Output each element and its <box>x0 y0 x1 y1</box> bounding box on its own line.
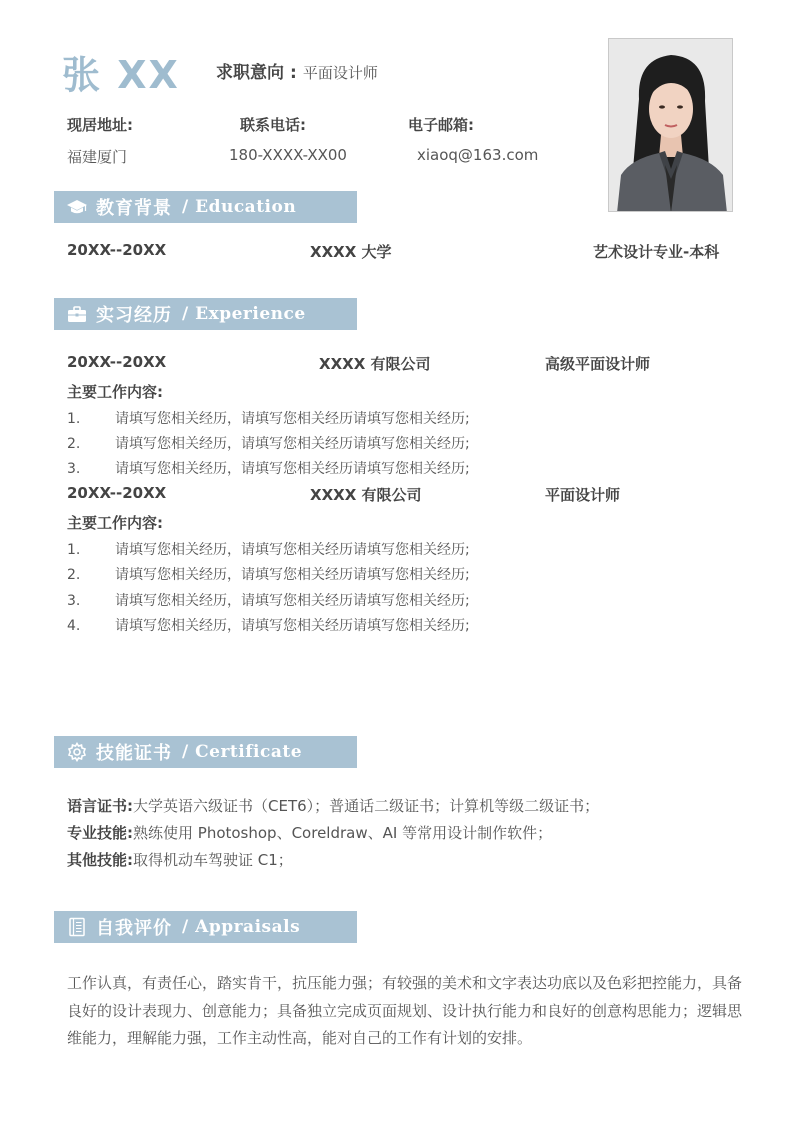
education-major: 艺术设计专业-本科 <box>593 243 720 261</box>
candidate-name: 张 XX <box>62 53 180 97</box>
certificate-title: 技能证书 <box>96 743 172 764</box>
skill-item-professional: 专业技能:熟练使用 Photoshop、Coreldraw、AI 等常用设计制作软件； <box>67 824 553 842</box>
job-duties-label: 主要工作内容: <box>67 383 163 401</box>
appraisal-title-en: / Appraisals <box>182 917 301 937</box>
self-appraisal-text: 工作认真，有责任心，踏实肯干，抗压能力强；有较强的美术和文字表达功底以及色彩把控能力，具备良好的设计表现力、创意能力；具备独立完成页面规划、设计执行能力和良好的创意构思能力；逻辑思维能力，理解能力强，工作主动性高，能对自己的工作有计划的安排。 <box>67 974 743 1047</box>
job-period: 20XX--20XX <box>67 353 167 371</box>
portrait-image <box>609 39 733 212</box>
list-item: 4. 请填写您相关经历，请填写您相关经历请填写您相关经历; <box>67 618 470 634</box>
list-item: 3. 请填写您相关经历，请填写您相关经历请填写您相关经历; <box>67 461 470 477</box>
address-label: 现居地址: <box>67 116 133 134</box>
experience-title-en: / Experience <box>182 304 306 324</box>
certificate-title-en: / Certificate <box>182 742 303 762</box>
gear-icon <box>66 742 88 762</box>
job-position: 高级平面设计师 <box>545 355 651 373</box>
job-duties-label: 主要工作内容: <box>67 514 163 532</box>
list-item: 2. 请填写您相关经历，请填写您相关经历请填写您相关经历; <box>67 567 470 583</box>
email-label: 电子邮箱: <box>408 116 474 134</box>
job-intent-value: 平面设计师 <box>302 64 378 82</box>
address-value: 福建厦门 <box>67 148 128 166</box>
email-value: xiaoq@163.com <box>417 146 539 164</box>
profile-photo <box>608 38 733 212</box>
job-position: 平面设计师 <box>545 486 621 504</box>
phone-value: 180-XXXX-XX00 <box>229 146 347 164</box>
education-section-header <box>54 191 357 223</box>
certificate-section-header <box>54 736 357 768</box>
graduation-cap-icon <box>66 197 88 217</box>
skill-item-language: 语言证书:大学英语六级证书（CET6）；普通话二级证书；计算机等级二级证书； <box>67 797 600 815</box>
appraisal-title: 自我评价 <box>96 918 172 939</box>
education-title-en: / Education <box>182 197 297 217</box>
list-item: 1. 请填写您相关经历，请填写您相关经历请填写您相关经历; <box>67 542 470 558</box>
job-intent-label: 求职意向 <box>216 63 284 83</box>
job-period: 20XX--20XX <box>67 484 167 502</box>
notebook-icon <box>66 917 88 937</box>
appraisal-section-header <box>54 911 357 943</box>
briefcase-icon <box>66 304 88 324</box>
experience-title: 实习经历 <box>96 305 172 326</box>
job-intent <box>216 58 378 83</box>
job-company: XXXX 有限公司 <box>310 486 422 504</box>
phone-label: 联系电话: <box>240 116 306 134</box>
skill-item-other: 其他技能:取得机动车驾驶证 C1； <box>67 851 293 869</box>
job-company: XXXX 有限公司 <box>319 355 431 373</box>
list-item: 3. 请填写您相关经历，请填写您相关经历请填写您相关经历; <box>67 593 470 609</box>
education-title: 教育背景 <box>96 198 172 219</box>
experience-section-header <box>54 298 357 330</box>
job-intent-separator: : <box>290 63 297 83</box>
education-school: XXXX 大学 <box>310 243 392 261</box>
list-item: 2. 请填写您相关经历，请填写您相关经历请填写您相关经历; <box>67 436 470 452</box>
list-item: 1. 请填写您相关经历，请填写您相关经历请填写您相关经历; <box>67 411 470 427</box>
education-period: 20XX--20XX <box>67 241 167 259</box>
